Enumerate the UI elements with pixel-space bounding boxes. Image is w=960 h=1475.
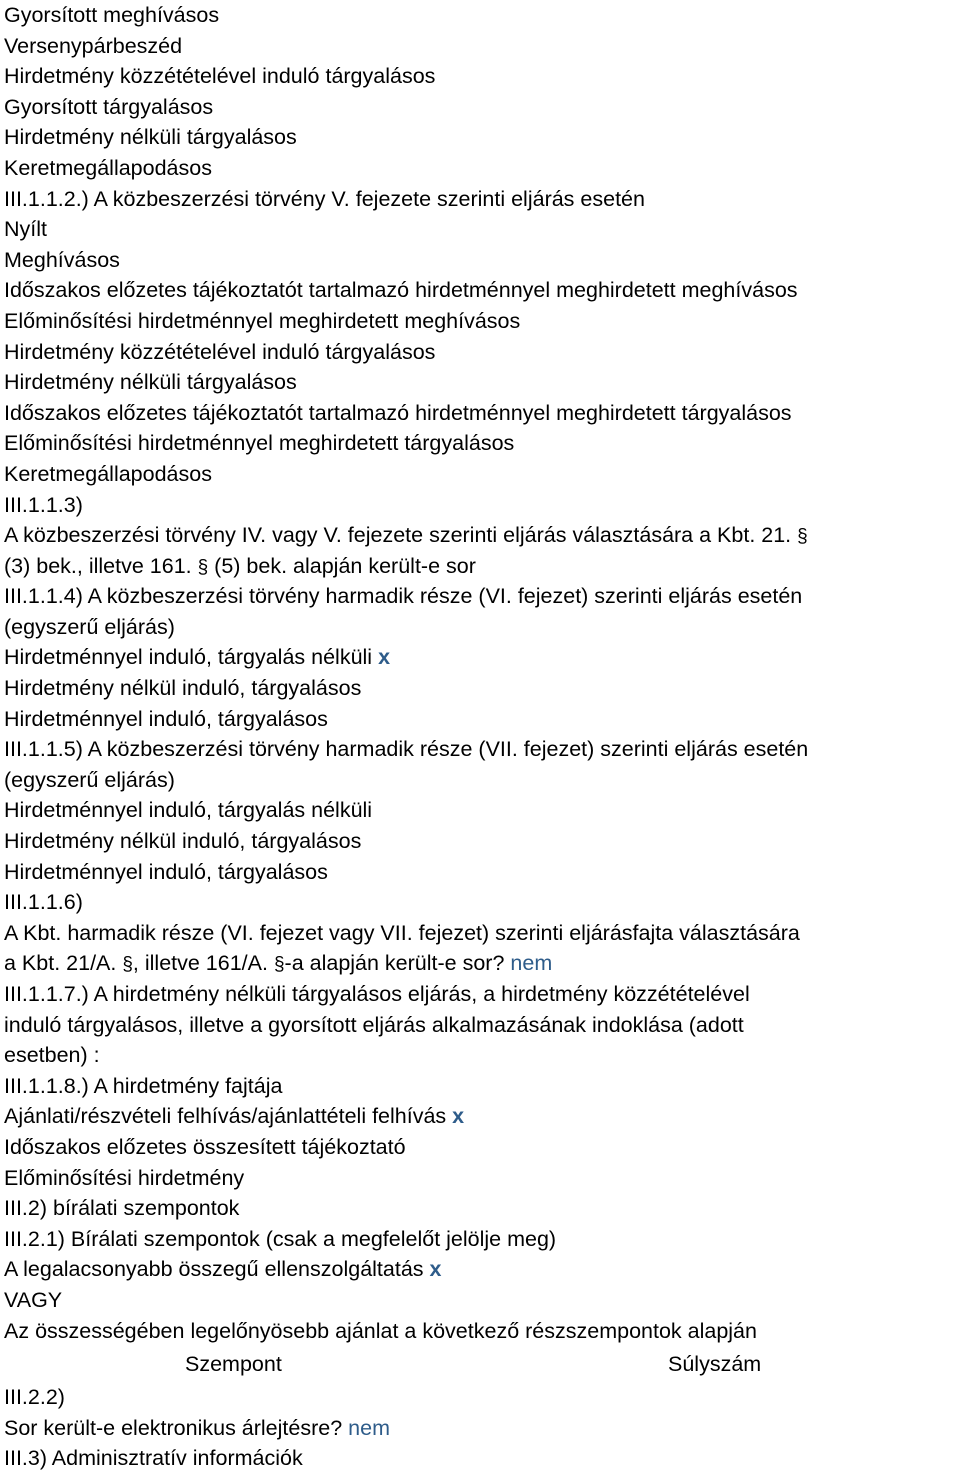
selected-mark: x <box>378 645 391 670</box>
section-heading: III.3) Adminisztratív információk <box>4 1446 303 1471</box>
text-line: Gyorsított meghívásos <box>4 3 220 27</box>
text-line: Hirdetmény nélküli tárgyalásos <box>4 125 297 150</box>
text-line: Hirdetmény közzétételével induló tárgyalásos <box>4 339 436 364</box>
section-heading: III.1.1.2.) A közbeszerzési törvény V. fejezete szerinti eljárás esetén <box>4 186 645 211</box>
section-heading: III.1.1.5) A közbeszerzési törvény harmadik része (VII. fejezet) szerinti eljárás esetén <box>4 737 809 762</box>
section-heading: III.1.1.8.) A hirdetmény fajtája <box>4 1073 283 1098</box>
question-text: A közbeszerzési törvény IV. vagy V. fejezete szerinti eljárás választására a Kbt. 21. <box>4 523 792 548</box>
option-line <box>4 642 956 673</box>
selected-mark: x <box>452 1104 465 1129</box>
section-sign: § <box>273 954 285 976</box>
text-line: Gyorsított tárgyalásos <box>4 94 214 119</box>
question-text: a Kbt. 21/A. <box>4 951 117 976</box>
text-line: Keretmegállapodásos <box>4 155 212 180</box>
question-text: , illetve 161/A. <box>132 951 268 976</box>
text-line: esetben) : <box>4 1043 100 1068</box>
text-line: Versenypárbeszéd <box>4 33 183 58</box>
question-line <box>4 520 956 551</box>
section-heading: III.1.1.3) <box>4 492 83 517</box>
text-line: induló tárgyalásos, illetve a gyorsított eljárás alkalmazásának indoklása (adott <box>4 1012 744 1037</box>
section-heading: III.1.1.6) <box>4 890 83 915</box>
option-line: Hirdetménnyel induló, tárgyalásos <box>4 859 328 884</box>
option-label: Ajánlati/részvételi felhívás/ajánlattételi felhívás <box>4 1104 447 1129</box>
text-line: Előminősítési hirdetménnyel meghirdetett tárgyalásos <box>4 431 515 456</box>
section-subheading: III.2.1) Bírálati szempontok (csak a megfelelőt jelölje meg) <box>4 1226 557 1251</box>
option-line: Hirdetmény nélkül induló, tárgyalásos <box>4 829 362 854</box>
text-line: Időszakos előzetes tájékoztatót tartalmazó hirdetménnyel meghirdetett tárgyalásos <box>4 400 792 425</box>
question-text: -a alapján került-e sor? <box>284 951 505 976</box>
option-line <box>4 1101 956 1132</box>
section-sign: § <box>122 954 133 976</box>
option-line: Időszakos előzetes összesített tájékoztató <box>4 1134 406 1159</box>
selected-mark: x <box>429 1257 442 1282</box>
criteria-column-header: Szempont <box>185 1352 282 1377</box>
or-separator: VAGY <box>4 1287 63 1312</box>
answer-value: nem <box>510 951 553 976</box>
section-sign: § <box>797 526 808 548</box>
section-heading: III.2) bírálati szempontok <box>4 1196 240 1221</box>
option-line: Hirdetménnyel induló, tárgyalásos <box>4 706 328 731</box>
question-text: (5) bek. alapján került-e sor <box>214 553 476 578</box>
option-line: Hirdetménnyel induló, tárgyalás nélküli <box>4 798 373 823</box>
text-line: Időszakos előzetes tájékoztatót tartalmazó hirdetménnyel meghirdetett meghívásos <box>4 278 798 303</box>
text-line: Keretmegállapodásos <box>4 461 212 486</box>
section-sign: § <box>197 556 209 578</box>
question-text: (3) bek., illetve 161. <box>4 553 192 578</box>
section-heading: III.1.1.7.) A hirdetmény nélküli tárgyalásos eljárás, a hirdetmény közzétételével <box>4 982 750 1006</box>
option-line: Hirdetmény nélkül induló, tárgyalásos <box>4 676 362 701</box>
option-line <box>4 1254 956 1285</box>
text-line: Hirdetmény nélküli tárgyalásos <box>4 370 297 395</box>
section-heading: III.2.2) <box>4 1385 65 1410</box>
answer-value: nem <box>348 1415 390 1440</box>
question-line <box>4 1413 956 1444</box>
text-line: Hirdetmény közzétételével induló tárgyalásos <box>4 64 436 89</box>
section-heading: III.1.1.4) A közbeszerzési törvény harmadik része (VI. fejezet) szerinti eljárás esetén <box>4 584 803 609</box>
text-line: Előminősítési hirdetménnyel meghirdetett meghívásos <box>4 308 521 333</box>
question-line <box>4 948 956 979</box>
question-line <box>4 551 956 582</box>
question-text: Sor került-e elektronikus árlejtésre? <box>4 1415 343 1440</box>
text-line: Meghívásos <box>4 247 120 272</box>
option-line: Előminősítési hirdetmény <box>4 1165 245 1190</box>
option-label: Hirdetménnyel induló, tárgyalás nélküli <box>4 645 373 670</box>
option-label: A legalacsonyabb összegű ellenszolgáltatás <box>4 1257 424 1282</box>
question-text: A Kbt. harmadik része (VI. fejezet vagy VII. fejezet) szerinti eljárásfajta választására <box>4 920 800 945</box>
text-line: Nyílt <box>4 217 47 242</box>
weight-column-header: Súlyszám <box>668 1352 762 1377</box>
option-line: Az összességében legelőnyösebb ajánlat a következő részszempontok alapján <box>4 1318 757 1343</box>
section-subheading: (egyszerű eljárás) <box>4 767 175 792</box>
criteria-header-row <box>4 1346 956 1382</box>
section-subheading: (egyszerű eljárás) <box>4 614 175 639</box>
document-body <box>4 0 956 1474</box>
